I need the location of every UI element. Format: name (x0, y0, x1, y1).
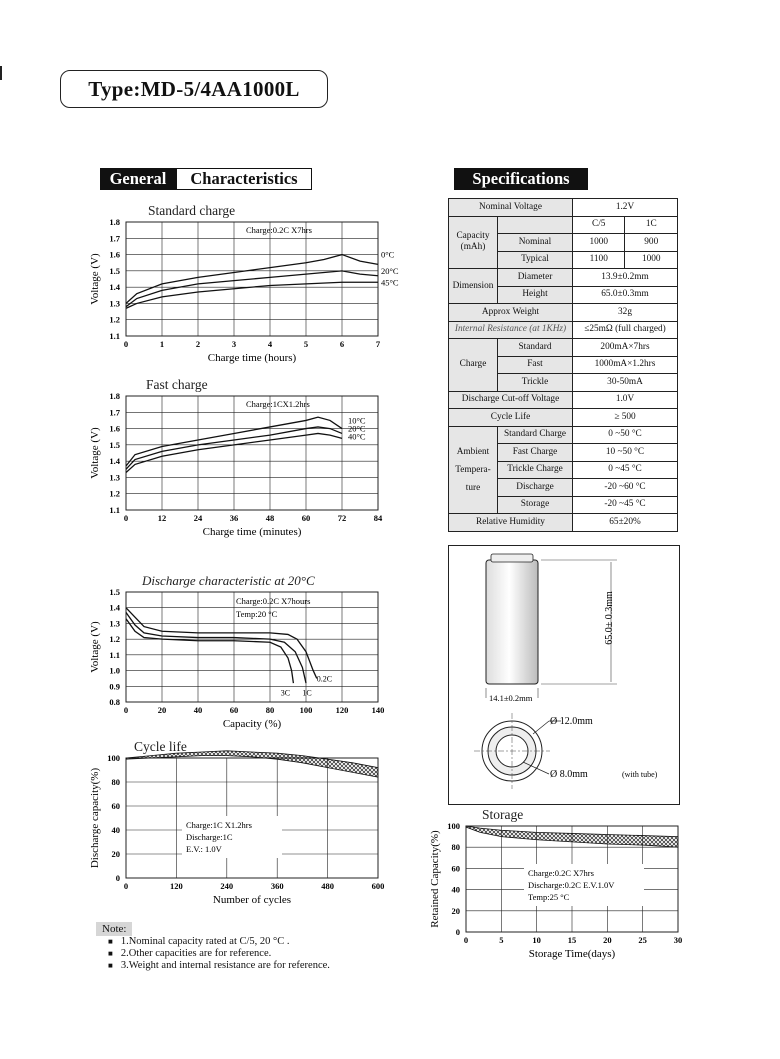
spec-col-header: C/5 (573, 216, 625, 234)
x-tick-label: 480 (321, 881, 334, 891)
y-axis-label: Voltage (V) (89, 427, 101, 479)
battery-cylinder-top (491, 554, 533, 562)
y-tick-label: 60 (111, 801, 120, 811)
y-tick-label: 1.4 (109, 602, 120, 613)
series-label: 20°C (348, 423, 366, 434)
y-tick-label: 0 (455, 927, 460, 937)
y-tick-label: 1.2 (109, 634, 120, 645)
y-tick-label: 1.4 (109, 282, 120, 293)
y-tick-label: 1.8 (109, 217, 120, 227)
spec-row-nominal-voltage (449, 199, 678, 217)
series-label: 0.2C (316, 674, 333, 684)
x-tick-label: 3 (231, 339, 237, 349)
condition-label: Discharge:1C (186, 832, 233, 842)
spec-label: Capacity (mAh) (449, 216, 498, 269)
x-tick-label: 0 (463, 935, 469, 945)
spec-value: 900 (625, 234, 678, 252)
cycle-life-chart (84, 740, 404, 912)
spec-sublabel: Typical (498, 251, 573, 269)
x-tick-label: 12 (157, 513, 167, 523)
series-label: 20°C (381, 265, 399, 276)
x-tick-label: 60 (301, 513, 311, 523)
spec-col-header: 1C (625, 216, 678, 234)
x-tick-label: 48 (265, 513, 275, 523)
series-label: 0°C (381, 249, 395, 260)
x-tick-label: 84 (373, 513, 383, 523)
series-label: 1C (302, 688, 312, 698)
series-label: 10°C (348, 415, 366, 426)
page-edge-mark (0, 66, 2, 80)
spec-label: Nominal Voltage (449, 199, 573, 217)
spec-sublabel: Standard (498, 339, 573, 357)
y-tick-label: 0.8 (109, 697, 120, 707)
spec-sublabel: Fast (498, 356, 573, 374)
x-tick-label: 0 (123, 339, 129, 349)
spec-row-diameter (449, 269, 678, 287)
y-tick-label: 1.2 (109, 488, 120, 499)
series-label: 45°C (381, 277, 399, 288)
y-tick-label: 80 (111, 777, 120, 787)
condition-label: E.V.: 1.0V (186, 844, 222, 854)
spec-value: 0 ~50 °C (573, 426, 678, 444)
y-tick-label: 1.4 (109, 456, 120, 467)
condition-label: Charge:0.2C X7hours (236, 596, 311, 606)
specifications-table (448, 198, 678, 532)
y-tick-label: 1.7 (109, 233, 120, 244)
ambient-label-line: ture (465, 482, 481, 493)
x-axis-label: Storage Time(days) (528, 948, 616, 960)
y-tick-label: 1.6 (109, 249, 120, 260)
chart-title: Cycle life (134, 740, 187, 754)
spec-value: 65.0±0.3mm (573, 286, 678, 304)
spec-value: 32g (573, 304, 678, 322)
condition-label: Charge:0.2C X7hrs (246, 225, 312, 235)
y-tick-label: 20 (451, 905, 460, 916)
spec-cell-blank (498, 216, 573, 234)
chart-title: Discharge characteristic at 20°C (142, 573, 315, 588)
y-axis-label: Voltage (V) (89, 621, 101, 673)
spec-row-humidity (449, 514, 678, 532)
spec-value: 1000mA×1.2hrs (573, 356, 678, 374)
spec-value: 1.2V (573, 199, 678, 217)
type-title: Type:MD-5/4AA1000L (88, 77, 300, 101)
note-line: ■ 3.Weight and internal resistance are for reference. (108, 960, 330, 972)
outer-dia-leader (533, 721, 549, 734)
y-tick-label: 100 (447, 821, 460, 831)
height-dim-label: 65.0± 0.3mm (604, 591, 615, 645)
spec-sublabel: Storage (498, 496, 573, 514)
spec-value: -20 ~60 °C (573, 479, 678, 497)
spec-sublabel: Height (498, 286, 573, 304)
y-tick-label: 1.2 (109, 314, 120, 325)
dimension-drawing-panel (448, 545, 680, 805)
x-tick-label: 4 (267, 339, 273, 349)
note-line: ■ 1.Nominal capacity rated at C/5, 20 °C . (108, 936, 330, 948)
x-tick-label: 5 (499, 935, 504, 945)
chart-title: Fast charge (146, 377, 208, 392)
y-tick-label: 40 (451, 884, 460, 895)
x-axis-label: Capacity (%) (222, 718, 282, 730)
battery-cylinder-body (486, 560, 538, 684)
section-general-label: General (100, 168, 176, 190)
x-tick-label: 100 (299, 705, 313, 715)
x-tick-label: 140 (371, 705, 385, 715)
x-tick-label: 80 (265, 705, 275, 715)
condition-label: Temp:20 °C (236, 609, 278, 619)
spec-sublabel: Standard Charge (498, 426, 573, 444)
x-tick-label: 0 (123, 705, 129, 715)
spec-value: 200mA×7hrs (573, 339, 678, 357)
spec-value: 13.9±0.2mm (573, 269, 678, 287)
spec-sublabel: Fast Charge (498, 444, 573, 462)
note-line: ■ 2.Other capacities are for reference. (108, 948, 330, 960)
chart-title: Standard charge (148, 203, 236, 218)
y-tick-label: 1.1 (109, 331, 120, 341)
discharge-chart (84, 562, 404, 734)
y-tick-label: 1.8 (109, 391, 120, 401)
series-label: 40°C (348, 431, 366, 442)
spec-row-discharge-cutoff (449, 391, 678, 409)
x-tick-label: 120 (170, 881, 183, 891)
type-title-box (60, 70, 328, 108)
x-tick-label: 240 (220, 881, 234, 891)
spec-label: Discharge Cut-off Voltage (449, 391, 573, 409)
x-tick-label: 7 (375, 339, 381, 349)
spec-row-capacity-header (449, 216, 678, 234)
section-specifications-label: Specifications (454, 168, 588, 190)
condition-label: Discharge:0.2C E.V.1.0V (528, 880, 615, 890)
spec-sublabel: Discharge (498, 479, 573, 497)
y-axis-label: Retained Capacity(%) (429, 830, 441, 928)
spec-sublabel: Diameter (498, 269, 573, 287)
y-tick-label: 100 (107, 753, 120, 763)
y-tick-label: 0 (115, 873, 120, 883)
y-tick-label: 60 (451, 863, 460, 874)
x-tick-label: 120 (335, 705, 349, 715)
condition-label: Charge:1C X1.2hrs (186, 820, 252, 830)
x-axis-label: Number of cycles (212, 894, 292, 906)
spec-label: Approx Weight (449, 304, 573, 322)
x-tick-label: 36 (229, 513, 239, 523)
y-tick-label: 1.1 (109, 649, 120, 660)
width-dim-label: 14.1±0.2mm (489, 693, 533, 703)
tube-note: (with tube) (622, 770, 658, 779)
y-axis-label: Voltage (V) (89, 253, 101, 305)
spec-value: 10 ~50 °C (573, 444, 678, 462)
y-tick-label: 1.5 (109, 439, 120, 450)
y-tick-label: 80 (451, 842, 460, 853)
outer-dia-label: Ø 12.0mm (550, 716, 593, 727)
spec-value: 1000 (625, 251, 678, 269)
spec-label: Charge (449, 339, 498, 392)
x-tick-label: 2 (195, 339, 201, 349)
spec-value: ≤25mΩ (full charged) (573, 321, 678, 339)
spec-value: -20 ~45 °C (573, 496, 678, 514)
y-tick-label: 1.5 (109, 587, 120, 597)
y-tick-label: 1.3 (109, 298, 120, 309)
storage-chart (424, 806, 694, 974)
spec-row-weight (449, 304, 678, 322)
spec-row-ambient-standard (449, 426, 678, 444)
y-tick-label: 1.7 (109, 407, 120, 418)
y-tick-label: 1.1 (109, 505, 120, 515)
condition-label: Temp:25 °C (528, 892, 570, 902)
x-tick-label: 6 (339, 339, 345, 349)
standard-charge-chart (84, 198, 404, 366)
spec-sublabel: Trickle (498, 374, 573, 392)
spec-value: 1100 (573, 251, 625, 269)
spec-label: Dimension (449, 269, 498, 304)
spec-sublabel: Nominal (498, 234, 573, 252)
chart-title: Storage (482, 807, 524, 822)
y-tick-label: 1.3 (109, 618, 120, 629)
x-tick-label: 20 (157, 705, 167, 715)
fast-charge-chart (84, 372, 404, 540)
x-tick-label: 60 (229, 705, 239, 715)
condition-label: Charge:1CX1.2hrs (246, 399, 310, 409)
ambient-label-line: Ambient (456, 446, 490, 457)
y-tick-label: 1.3 (109, 472, 120, 483)
spec-label: Relative Humidity (449, 514, 573, 532)
spec-value: 1000 (573, 234, 625, 252)
condition-label: Charge:0.2C X7hrs (528, 868, 594, 878)
y-tick-label: 1.5 (109, 265, 120, 276)
y-axis-label: Discharge capacity(%) (89, 767, 101, 869)
notes-block (96, 922, 330, 972)
spec-row-internal-resistance (449, 321, 678, 339)
plot-frame (126, 396, 378, 510)
x-tick-label: 40 (193, 705, 203, 715)
x-tick-label: 0 (123, 881, 129, 891)
spec-value: 65±20% (573, 514, 678, 532)
y-tick-label: 40 (111, 825, 120, 835)
spec-value: 1.0V (573, 391, 678, 409)
x-tick-label: 600 (371, 881, 385, 891)
x-tick-label: 1 (159, 339, 165, 349)
ambient-label-line: Tempera- (455, 464, 491, 475)
series-label: 3C (280, 688, 291, 698)
spec-label: Internal Resistance (at 1KHz) (449, 321, 573, 339)
spec-value: ≥ 500 (573, 409, 678, 427)
dimension-drawing (449, 546, 679, 804)
spec-label: Cycle Life (449, 409, 573, 427)
section-characteristics-label: Characteristics (176, 168, 312, 190)
spec-row-charge-standard (449, 339, 678, 357)
x-axis-label: Charge time (minutes) (202, 526, 302, 538)
x-tick-label: 30 (673, 935, 683, 945)
spec-value: 0 ~45 °C (573, 461, 678, 479)
x-tick-label: 10 (532, 935, 541, 945)
y-tick-label: 1.6 (109, 423, 120, 434)
x-tick-label: 25 (638, 935, 647, 945)
y-tick-label: 20 (111, 849, 120, 859)
x-tick-label: 20 (603, 935, 612, 945)
spec-value: 30-50mA (573, 374, 678, 392)
x-tick-label: 0 (123, 513, 129, 523)
x-axis-label: Charge time (hours) (207, 352, 297, 364)
spec-sublabel: Trickle Charge (498, 461, 573, 479)
x-tick-label: 5 (303, 339, 309, 349)
inner-dia-label: Ø 8.0mm (550, 769, 588, 780)
y-tick-label: 1.0 (109, 665, 120, 676)
spec-label-ambient (449, 426, 498, 514)
spec-row-cycle-life (449, 409, 678, 427)
x-tick-label: 24 (193, 513, 203, 523)
x-tick-label: 15 (567, 935, 577, 945)
x-tick-label: 72 (337, 513, 347, 523)
x-tick-label: 360 (270, 881, 284, 891)
notes-heading: Note: (96, 922, 132, 936)
y-tick-label: 0.9 (109, 681, 120, 692)
